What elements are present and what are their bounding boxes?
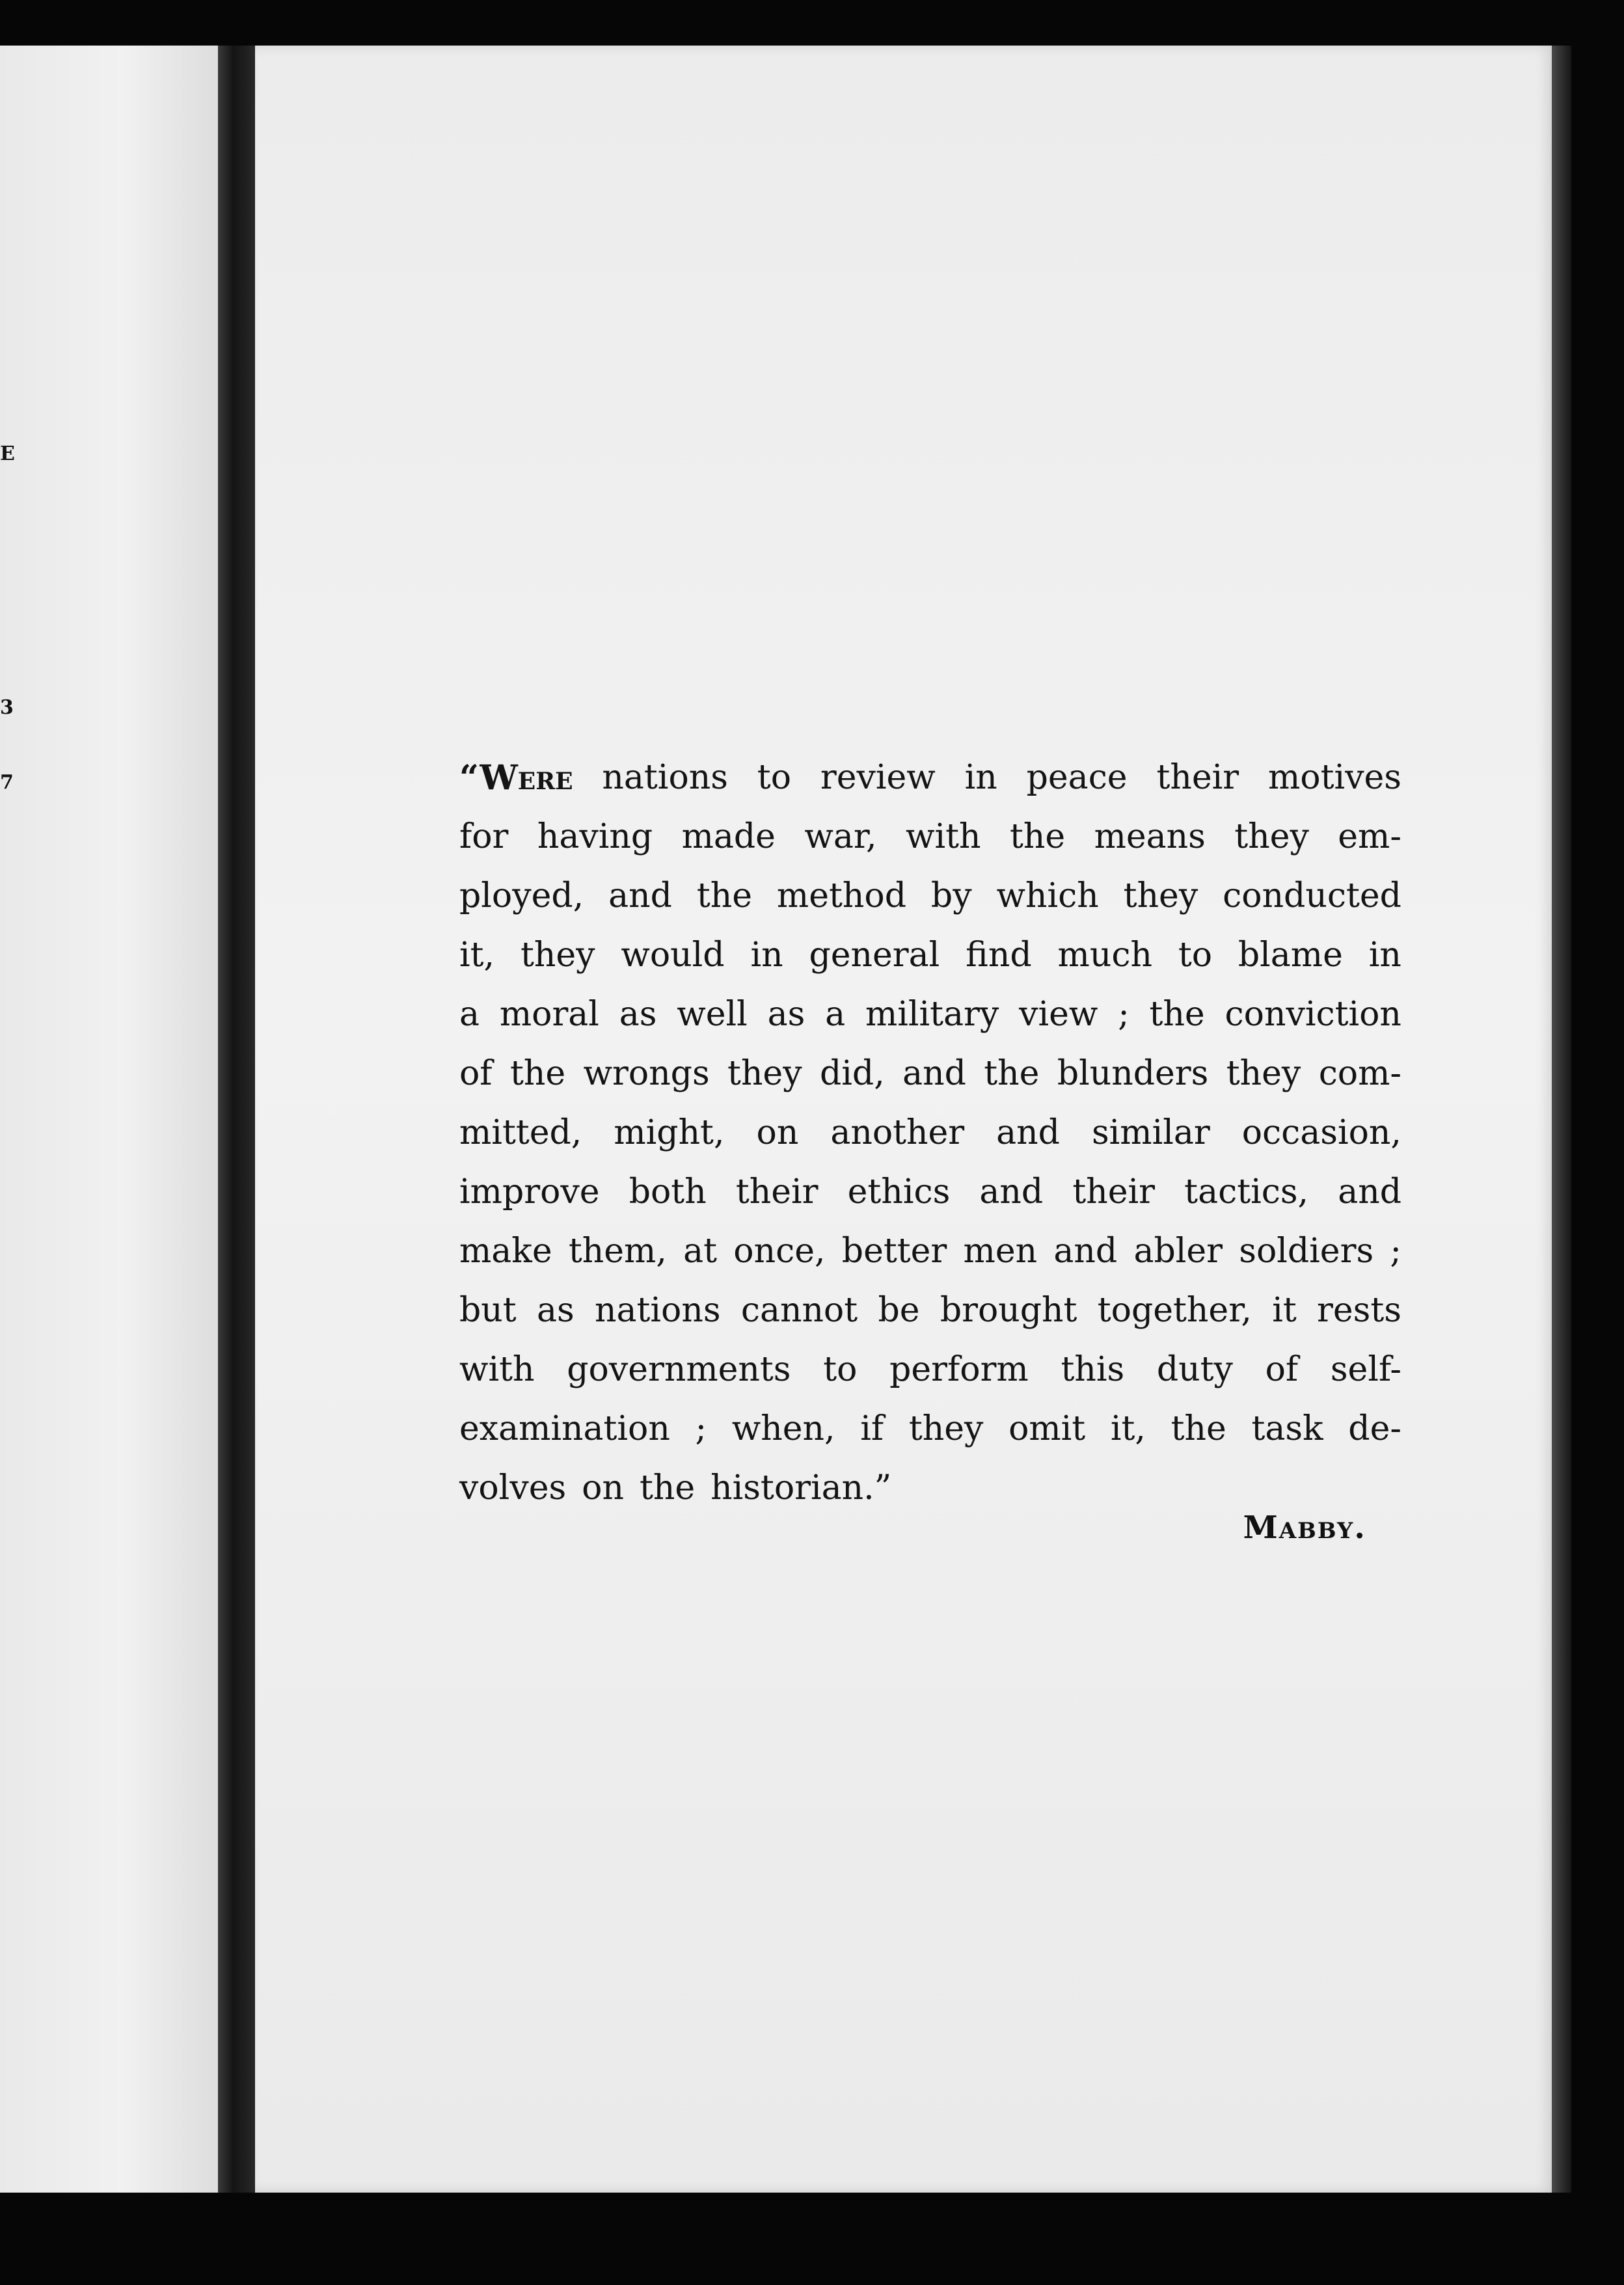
quote-word: and <box>902 1054 966 1093</box>
quote-word: mitted, <box>459 1113 582 1152</box>
quote-word: on <box>582 1468 624 1508</box>
quote-word: having <box>537 817 653 856</box>
quote-word: military <box>865 995 999 1034</box>
quote-word: with <box>906 817 981 856</box>
quote-word: on <box>756 1113 799 1152</box>
quote-word: perform <box>889 1350 1029 1389</box>
quote-word: both <box>629 1172 707 1211</box>
quote-word: their <box>1156 758 1239 797</box>
quote-word: the <box>509 1054 566 1093</box>
quote-word: and <box>979 1172 1044 1211</box>
quote-word: the <box>1009 817 1066 856</box>
quote-word: to <box>757 758 791 797</box>
quote-word: find <box>966 936 1032 975</box>
epigraph-quote <box>459 748 1401 1518</box>
quote-word: in <box>1368 936 1401 975</box>
quote-word: in <box>750 936 783 975</box>
quote-line <box>459 807 1401 867</box>
quote-word: means <box>1094 817 1206 856</box>
quote-word: as <box>619 995 657 1034</box>
quote-word: this <box>1061 1350 1125 1389</box>
quote-word: motives <box>1267 758 1401 797</box>
quote-line <box>459 926 1401 985</box>
quote-word: historian.” <box>710 1468 892 1508</box>
quote-word: nations <box>595 1291 721 1330</box>
quote-word: a <box>825 995 846 1034</box>
quote-word: they <box>727 1054 802 1093</box>
quote-word: de- <box>1348 1409 1401 1448</box>
quote-line <box>459 1103 1401 1163</box>
quote-word: of <box>459 1054 493 1093</box>
quote-word: nations <box>602 758 728 797</box>
quote-word: they <box>1123 876 1198 915</box>
quote-word: for <box>459 817 509 856</box>
quote-word: blunders <box>1057 1054 1209 1093</box>
quote-word: but <box>459 1291 517 1330</box>
quote-word: their <box>1072 1172 1156 1211</box>
quote-word: omit <box>1008 1409 1086 1448</box>
quote-word: a <box>459 995 480 1034</box>
quote-word: the <box>1171 1409 1226 1448</box>
quote-word: they <box>1226 1054 1301 1093</box>
quote-word: abler <box>1133 1232 1223 1271</box>
quote-word: improve <box>459 1172 600 1211</box>
facing-page-fragment <box>0 46 224 2193</box>
quote-word: wrongs <box>583 1054 710 1093</box>
quote-word: the <box>639 1468 696 1508</box>
quote-word: and <box>1338 1172 1401 1211</box>
quote-word: their <box>735 1172 819 1211</box>
quote-word: it, <box>459 936 495 975</box>
margin-mark: 3 <box>0 696 14 719</box>
quote-attribution: Mabby. <box>1243 1509 1366 1546</box>
quote-word: the <box>984 1054 1040 1093</box>
quote-word: men <box>963 1232 1038 1271</box>
quote-word: better <box>841 1232 947 1271</box>
quote-word: ; <box>1390 1232 1401 1271</box>
quote-word: duty <box>1156 1350 1233 1389</box>
quote-line <box>459 1222 1401 1281</box>
quote-word: them, <box>568 1232 667 1271</box>
quote-line <box>459 1399 1401 1459</box>
quote-word: much <box>1057 936 1152 975</box>
quote-word: which <box>996 876 1099 915</box>
quote-word: another <box>830 1113 965 1152</box>
quote-word: moral <box>499 995 599 1034</box>
quote-word: of <box>1265 1350 1299 1389</box>
quote-word: might, <box>614 1113 725 1152</box>
quote-word: made <box>681 817 776 856</box>
quote-word: ployed, <box>459 876 584 915</box>
quote-word: tactics, <box>1184 1172 1309 1211</box>
margin-mark: E <box>0 442 15 465</box>
quote-word: and <box>608 876 672 915</box>
quote-word: the <box>1149 995 1205 1034</box>
quote-word: well <box>677 995 748 1034</box>
quote-word: method <box>776 876 906 915</box>
quote-line <box>459 1281 1401 1340</box>
quote-line <box>459 748 1401 807</box>
quote-word: “Were <box>459 758 573 798</box>
page-edge <box>1552 46 1571 2193</box>
book-gutter <box>218 46 257 2193</box>
quote-word: as <box>767 995 805 1034</box>
quote-word: they <box>1234 817 1309 856</box>
quote-word: ; <box>1118 995 1130 1034</box>
quote-line <box>459 1163 1401 1222</box>
quote-word: at <box>683 1232 718 1271</box>
quote-word: they <box>908 1409 984 1448</box>
quote-word: soldiers <box>1239 1232 1374 1271</box>
quote-word: by <box>930 876 972 915</box>
quote-word: similar <box>1091 1113 1210 1152</box>
quote-word: examination <box>459 1409 670 1448</box>
quote-word: ethics <box>847 1172 951 1211</box>
quote-word: as <box>537 1291 575 1330</box>
quote-word: the <box>696 876 752 915</box>
quote-word: em- <box>1338 817 1401 856</box>
quote-word: make <box>459 1232 552 1271</box>
quote-word: war, <box>804 817 877 856</box>
margin-mark: 7 <box>0 771 14 794</box>
quote-word: volves <box>459 1468 567 1508</box>
quote-word: and <box>996 1113 1060 1152</box>
quote-word: conducted <box>1223 876 1401 915</box>
quote-word: conviction <box>1225 995 1401 1034</box>
quote-word: ; <box>695 1409 707 1448</box>
quote-word: brought <box>940 1291 1077 1330</box>
quote-word: governments <box>567 1350 791 1389</box>
quote-word: view <box>1019 995 1098 1034</box>
quote-word: task <box>1251 1409 1323 1448</box>
quote-word: if <box>860 1409 884 1448</box>
quote-word: review <box>820 758 936 797</box>
quote-word: it, <box>1110 1409 1146 1448</box>
quote-word: would <box>621 936 725 975</box>
quote-line <box>459 867 1401 926</box>
quote-word: occasion, <box>1241 1113 1401 1152</box>
quote-word: they <box>520 936 595 975</box>
quote-word: blame <box>1238 936 1343 975</box>
quote-word: did, <box>819 1054 885 1093</box>
quote-word: it <box>1272 1291 1297 1330</box>
quote-word: general <box>809 936 940 975</box>
quote-word: to <box>823 1350 858 1389</box>
quote-line <box>459 985 1401 1044</box>
quote-word: be <box>878 1291 920 1330</box>
quote-word: when, <box>731 1409 835 1448</box>
quote-word: in <box>964 758 997 797</box>
quote-word: with <box>459 1350 535 1389</box>
quote-word: com- <box>1318 1054 1401 1093</box>
quote-line <box>459 1044 1401 1103</box>
quote-word: together, <box>1097 1291 1252 1330</box>
quote-word: to <box>1178 936 1213 975</box>
quote-word: cannot <box>740 1291 858 1330</box>
quote-word: rests <box>1317 1291 1401 1330</box>
quote-word: peace <box>1026 758 1128 797</box>
quote-word: once, <box>733 1232 826 1271</box>
quote-line <box>459 1340 1401 1399</box>
quote-word: and <box>1053 1232 1118 1271</box>
quote-word: self- <box>1330 1350 1401 1389</box>
